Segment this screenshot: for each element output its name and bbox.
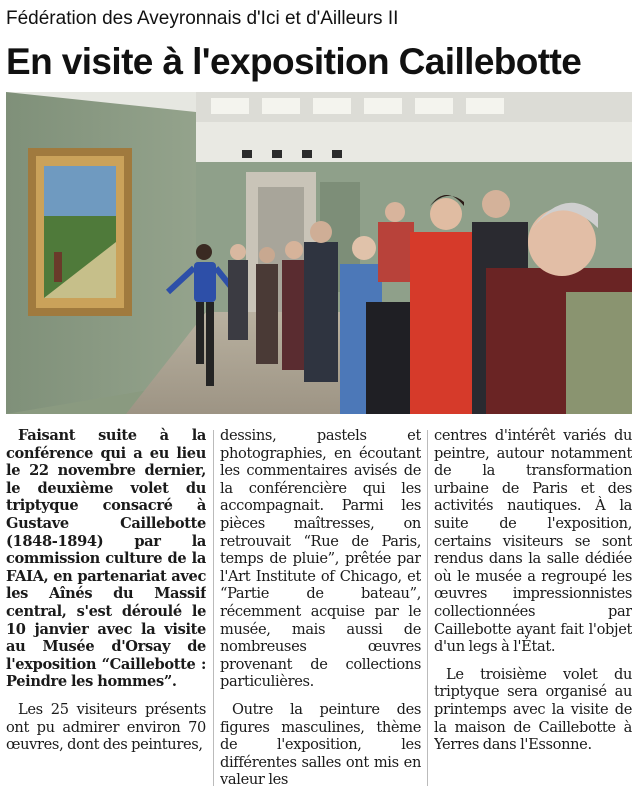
article-column-3: [434, 427, 632, 793]
article-paragraph-2: Les 25 visiteurs présents ont pu admirer environ 70 œuvres, dont des peintures,: [6, 700, 206, 754]
article-paragraph-4: Le troisième volet du triptyque sera organisé au printemps avec la visite de la maison de Caillebotte à Yerres dans l'Essonne.: [434, 665, 632, 754]
article-lead: Faisant suite à la conférence qui a eu lieu le 22 novembre dernier, le deuxième volet du triptyque consacré à Gustave Caillebotte (1848-1894) par la commission culture de la FAIA, en partenariat avec les Aînés du Massif central, s'est déroulé le 10 janvier avec la visite au Musée d'Orsay de l'exposition “Caillebotte : Peindre les hommes”.: [6, 427, 206, 691]
article-paragraph-2-cont: dessins, pastels et photographies, en écoutant les commentaires avisés de la conférencière qui les accompagnait. Parmi les pièces maîtresses, on retrouvait “Rue de Paris, temps de pluie”, prêtée par l'Art Institute of Chicago, et “Partie de bateau”, récemment acquise par le musée, mais aussi de nombreuses œuvres provenant de collections particulières.: [220, 427, 421, 691]
article-column-2: [220, 427, 421, 793]
column-rule: [213, 430, 214, 786]
framed-painting-icon: [28, 148, 132, 316]
article-photo: [6, 92, 632, 414]
kicker: Fédération des Aveyronnais d'Ici et d'Ailleurs II: [6, 8, 399, 29]
headline: En visite à l'exposition Caillebotte: [6, 41, 582, 82]
column-rule: [427, 430, 428, 786]
article-paragraph-3: Outre la peinture des figures masculines, thème de l'exposition, les différentes salles ont mis en valeur les: [220, 700, 421, 789]
article-column-1: [6, 427, 206, 793]
article-paragraph-3-cont: centres d'intérêt variés du peintre, autour notamment de la transformation urbaine de Paris et des activités nautiques. À la suite de l'exposition, certains visiteurs se sont rendus dans la salle dédiée où le musée a regroupé les œuvres impressionnistes collectionnées par Caillebotte ayant fait l'objet d'un legs à l'État.: [434, 427, 632, 656]
